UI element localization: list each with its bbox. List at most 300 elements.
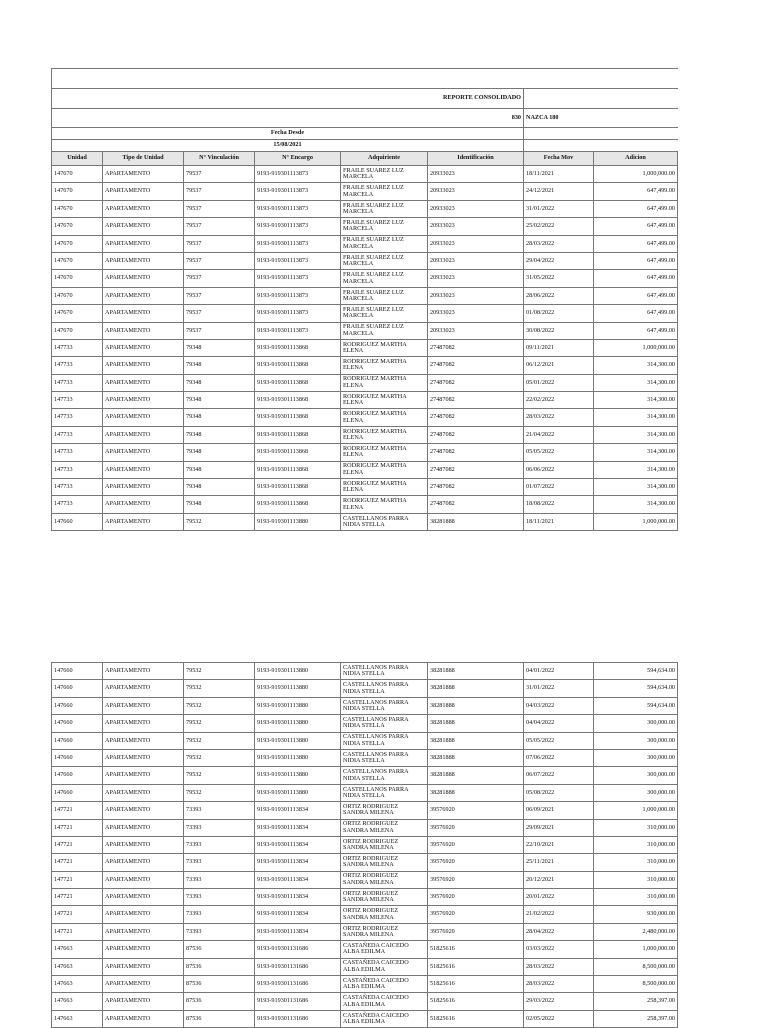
cell-identificacion: 27487082 — [428, 409, 524, 426]
cell-identificacion: 39576920 — [428, 889, 524, 906]
cell-encargo: 9193-919301113868 — [255, 461, 341, 478]
project-name: NAZCA 180 — [526, 113, 559, 121]
cell-fecha-mov: 04/04/2022 — [524, 715, 594, 732]
cell-tipo-unidad: APARTAMENTO — [103, 923, 184, 940]
cell-identificacion: 38281888 — [428, 697, 524, 714]
cell-adquiriente: RODRIGUEZ MARTHA ELENA — [341, 392, 428, 409]
cell-encargo: 9193-919301113868 — [255, 374, 341, 391]
cell-identificacion: 20933023 — [428, 183, 524, 200]
cell-encargo: 9193-919301113873 — [255, 287, 341, 304]
table-row — [52, 183, 678, 200]
cell-vinculacion: 79537 — [184, 166, 255, 183]
cell-identificacion: 27487082 — [428, 496, 524, 513]
cell-vinculacion: 79532 — [184, 680, 255, 697]
cell-tipo-unidad: APARTAMENTO — [103, 513, 184, 530]
cell-encargo: 9193-919301113880 — [255, 680, 341, 697]
cell-identificacion: 39576920 — [428, 819, 524, 836]
table-row — [52, 767, 678, 784]
cell-adquiriente: ORTIZ RODRIGUEZ SANDRA MILENA — [341, 923, 428, 940]
cell-fecha-mov: 01/07/2022 — [524, 479, 594, 496]
cell-adquiriente: RODRIGUEZ MARTHA ELENA — [341, 479, 428, 496]
table-row — [52, 513, 678, 530]
cell-encargo: 9193-919301113873 — [255, 270, 341, 287]
cell-vinculacion: 79348 — [184, 339, 255, 356]
cell-identificacion: 20933023 — [428, 166, 524, 183]
cell-adicion: 314,300.00 — [594, 392, 678, 409]
cell-adquiriente: CASTELLANOS PARRA NIDIA STELLA — [341, 663, 428, 680]
table-row — [52, 715, 678, 732]
table-row — [52, 993, 678, 1010]
cell-unidad: 147660 — [52, 680, 103, 697]
table-row — [52, 889, 678, 906]
table-row — [52, 697, 678, 714]
cell-unidad: 147670 — [52, 252, 103, 269]
cell-fecha-mov: 31/01/2022 — [524, 200, 594, 217]
cell-adquiriente: FRAILE SUAREZ LUZ MARCELA — [341, 287, 428, 304]
cell-tipo-unidad: APARTAMENTO — [103, 906, 184, 923]
cell-adicion: 1,000,000.00 — [594, 339, 678, 356]
cell-tipo-unidad: APARTAMENTO — [103, 235, 184, 252]
table-row — [52, 854, 678, 871]
cell-tipo-unidad: APARTAMENTO — [103, 941, 184, 958]
cell-vinculacion: 87536 — [184, 1010, 255, 1027]
cell-identificacion: 20933023 — [428, 305, 524, 322]
cell-adquiriente: ORTIZ RODRIGUEZ SANDRA MILENA — [341, 906, 428, 923]
cell-encargo: 9193-919301113880 — [255, 767, 341, 784]
cell-adicion: 594,634.00 — [594, 680, 678, 697]
cell-adquiriente: FRAILE SUAREZ LUZ MARCELA — [341, 305, 428, 322]
table-row — [52, 339, 678, 356]
cell-adicion: 310,000.00 — [594, 871, 678, 888]
cell-tipo-unidad: APARTAMENTO — [103, 479, 184, 496]
cell-adicion: 258,397.00 — [594, 993, 678, 1010]
col-header-tipo-unidad: Tipo de Unidad — [103, 152, 184, 166]
cell-encargo: 9193-919301113873 — [255, 252, 341, 269]
table-row — [52, 426, 678, 443]
cell-vinculacion: 73393 — [184, 836, 255, 853]
cell-fecha-mov: 25/02/2022 — [524, 218, 594, 235]
cell-encargo: 9193-919301131686 — [255, 1010, 341, 1027]
cell-adicion: 314,300.00 — [594, 496, 678, 513]
cell-vinculacion: 79532 — [184, 767, 255, 784]
cell-adquiriente: CASTELLANOS PARRA NIDIA STELLA — [341, 749, 428, 766]
table-row — [52, 732, 678, 749]
table-row — [52, 836, 678, 853]
cell-unidad: 147670 — [52, 287, 103, 304]
cell-fecha-mov: 28/04/2022 — [524, 923, 594, 940]
cell-unidad: 147660 — [52, 767, 103, 784]
table-row — [52, 270, 678, 287]
table-row — [52, 444, 678, 461]
cell-adicion: 314,300.00 — [594, 461, 678, 478]
cell-unidad: 147670 — [52, 183, 103, 200]
table-row — [52, 680, 678, 697]
cell-fecha-mov: 30/08/2022 — [524, 322, 594, 339]
cell-adicion: 647,499.00 — [594, 235, 678, 252]
cell-adquiriente: CASTELLANOS PARRA NIDIA STELLA — [341, 732, 428, 749]
cell-identificacion: 27487082 — [428, 426, 524, 443]
cell-adicion: 310,000.00 — [594, 819, 678, 836]
cell-vinculacion: 79532 — [184, 749, 255, 766]
cell-unidad: 147660 — [52, 663, 103, 680]
cell-adquiriente: FRAILE SUAREZ LUZ MARCELA — [341, 235, 428, 252]
cell-adicion: 300,000.00 — [594, 732, 678, 749]
table-row — [52, 976, 678, 993]
cell-fecha-mov: 18/11/2021 — [524, 513, 594, 530]
cell-tipo-unidad: APARTAMENTO — [103, 889, 184, 906]
cell-encargo: 9193-919301113834 — [255, 889, 341, 906]
cell-adquiriente: ORTIZ RODRIGUEZ SANDRA MILENA — [341, 854, 428, 871]
cell-identificacion: 38281888 — [428, 715, 524, 732]
cell-vinculacion: 79348 — [184, 409, 255, 426]
cell-adicion: 647,499.00 — [594, 218, 678, 235]
cell-tipo-unidad: APARTAMENTO — [103, 680, 184, 697]
cell-fecha-mov: 05/01/2022 — [524, 374, 594, 391]
cell-identificacion: 51825616 — [428, 993, 524, 1010]
table-row — [52, 479, 678, 496]
cell-fecha-mov: 06/06/2022 — [524, 461, 594, 478]
cell-fecha-mov: 05/05/2022 — [524, 732, 594, 749]
cell-vinculacion: 79532 — [184, 697, 255, 714]
cell-encargo: 9193-919301113868 — [255, 496, 341, 513]
table-row — [52, 802, 678, 819]
cell-encargo: 9193-919301113880 — [255, 784, 341, 801]
table-row — [52, 958, 678, 975]
table-row — [52, 941, 678, 958]
cell-tipo-unidad: APARTAMENTO — [103, 993, 184, 1010]
cell-tipo-unidad: APARTAMENTO — [103, 322, 184, 339]
cell-identificacion: 38281888 — [428, 663, 524, 680]
cell-vinculacion: 79348 — [184, 392, 255, 409]
table-row — [52, 871, 678, 888]
cell-tipo-unidad: APARTAMENTO — [103, 444, 184, 461]
cell-tipo-unidad: APARTAMENTO — [103, 392, 184, 409]
cell-unidad: 147721 — [52, 819, 103, 836]
cell-encargo: 9193-919301113868 — [255, 339, 341, 356]
cell-encargo: 9193-919301113880 — [255, 663, 341, 680]
table-row — [52, 166, 678, 183]
cell-fecha-mov: 01/08/2022 — [524, 305, 594, 322]
cell-fecha-mov: 29/09/2021 — [524, 819, 594, 836]
cell-tipo-unidad: APARTAMENTO — [103, 819, 184, 836]
cell-identificacion: 27487082 — [428, 479, 524, 496]
cell-vinculacion: 79537 — [184, 287, 255, 304]
cell-tipo-unidad: APARTAMENTO — [103, 200, 184, 217]
cell-unidad: 147733 — [52, 392, 103, 409]
table-row — [52, 287, 678, 304]
cell-encargo: 9193-919301113868 — [255, 479, 341, 496]
cell-unidad: 147663 — [52, 1010, 103, 1027]
table-row — [52, 392, 678, 409]
cell-identificacion: 39576920 — [428, 836, 524, 853]
cell-tipo-unidad: APARTAMENTO — [103, 183, 184, 200]
cell-adicion: 310,000.00 — [594, 889, 678, 906]
table-row — [52, 784, 678, 801]
cell-fecha-mov: 06/07/2022 — [524, 767, 594, 784]
cell-unidad: 147721 — [52, 889, 103, 906]
cell-fecha-mov: 20/12/2021 — [524, 871, 594, 888]
cell-adicion: 314,300.00 — [594, 426, 678, 443]
cell-encargo: 9193-919301113868 — [255, 444, 341, 461]
table-row — [52, 305, 678, 322]
cell-unidad: 147660 — [52, 697, 103, 714]
cell-vinculacion: 87536 — [184, 993, 255, 1010]
cell-vinculacion: 79348 — [184, 461, 255, 478]
cell-adquiriente: RODRIGUEZ MARTHA ELENA — [341, 496, 428, 513]
cell-unidad: 147670 — [52, 270, 103, 287]
cell-adquiriente: CASTELLANOS PARRA NIDIA STELLA — [341, 513, 428, 530]
cell-unidad: 147733 — [52, 409, 103, 426]
cell-unidad: 147733 — [52, 496, 103, 513]
table-row — [52, 749, 678, 766]
cell-fecha-mov: 21/02/2022 — [524, 906, 594, 923]
cell-unidad: 147721 — [52, 923, 103, 940]
cell-vinculacion: 79348 — [184, 374, 255, 391]
cell-tipo-unidad: APARTAMENTO — [103, 374, 184, 391]
cell-encargo: 9193-919301113880 — [255, 697, 341, 714]
cell-identificacion: 51825616 — [428, 958, 524, 975]
col-header-identificacion: Identificación — [428, 152, 524, 166]
cell-encargo: 9193-919301113834 — [255, 906, 341, 923]
cell-adquiriente: CASTAÑEDA CAICEDO ALBA EDILMA — [341, 993, 428, 1010]
cell-tipo-unidad: APARTAMENTO — [103, 732, 184, 749]
cell-adicion: 647,499.00 — [594, 270, 678, 287]
cell-vinculacion: 79537 — [184, 200, 255, 217]
col-header-encargo: N° Encargo — [255, 152, 341, 166]
cell-identificacion: 51825616 — [428, 976, 524, 993]
cell-fecha-mov: 06/09/2021 — [524, 802, 594, 819]
cell-adicion: 647,499.00 — [594, 183, 678, 200]
table-row — [52, 663, 678, 680]
cell-fecha-mov: 07/06/2022 — [524, 749, 594, 766]
cell-vinculacion: 73393 — [184, 906, 255, 923]
table-row — [52, 322, 678, 339]
cell-tipo-unidad: APARTAMENTO — [103, 461, 184, 478]
table-row — [52, 252, 678, 269]
cell-vinculacion: 79348 — [184, 496, 255, 513]
cell-tipo-unidad: APARTAMENTO — [103, 749, 184, 766]
cell-adicion: 930,000.00 — [594, 906, 678, 923]
cell-identificacion: 39576920 — [428, 802, 524, 819]
cell-tipo-unidad: APARTAMENTO — [103, 958, 184, 975]
cell-fecha-mov: 31/05/2022 — [524, 270, 594, 287]
cell-adquiriente: CASTELLANOS PARRA NIDIA STELLA — [341, 697, 428, 714]
cell-encargo: 9193-919301131686 — [255, 941, 341, 958]
cell-adicion: 1,000,000.00 — [594, 166, 678, 183]
cell-encargo: 9193-919301113873 — [255, 235, 341, 252]
cell-unidad: 147670 — [52, 218, 103, 235]
cell-fecha-mov: 31/01/2022 — [524, 680, 594, 697]
cell-encargo: 9193-919301131686 — [255, 976, 341, 993]
cell-adicion: 314,300.00 — [594, 409, 678, 426]
cell-encargo: 9193-919301113834 — [255, 854, 341, 871]
cell-tipo-unidad: APARTAMENTO — [103, 1010, 184, 1027]
cell-adicion: 314,300.00 — [594, 444, 678, 461]
cell-vinculacion: 73393 — [184, 854, 255, 871]
cell-identificacion: 38281888 — [428, 749, 524, 766]
cell-adquiriente: RODRIGUEZ MARTHA ELENA — [341, 426, 428, 443]
cell-identificacion: 27487082 — [428, 444, 524, 461]
date-value: 15/08/2021 — [273, 141, 302, 149]
cell-adquiriente: CASTELLANOS PARRA NIDIA STELLA — [341, 680, 428, 697]
cell-identificacion: 38281888 — [428, 784, 524, 801]
table-row — [52, 461, 678, 478]
cell-adquiriente: RODRIGUEZ MARTHA ELENA — [341, 409, 428, 426]
cell-tipo-unidad: APARTAMENTO — [103, 166, 184, 183]
cell-adicion: 647,499.00 — [594, 287, 678, 304]
cell-fecha-mov: 04/01/2022 — [524, 663, 594, 680]
cell-identificacion: 20933023 — [428, 322, 524, 339]
cell-identificacion: 51825616 — [428, 1010, 524, 1027]
cell-unidad: 147670 — [52, 322, 103, 339]
cell-fecha-mov: 28/03/2022 — [524, 235, 594, 252]
cell-fecha-mov: 28/03/2022 — [524, 409, 594, 426]
cell-encargo: 9193-919301131686 — [255, 993, 341, 1010]
cell-adquiriente: CASTELLANOS PARRA NIDIA STELLA — [341, 715, 428, 732]
cell-adquiriente: FRAILE SUAREZ LUZ MARCELA — [341, 200, 428, 217]
cell-identificacion: 38281888 — [428, 680, 524, 697]
table-row — [52, 409, 678, 426]
table-row — [52, 819, 678, 836]
cell-adquiriente: ORTIZ RODRIGUEZ SANDRA MILENA — [341, 802, 428, 819]
cell-fecha-mov: 18/08/2022 — [524, 496, 594, 513]
cell-vinculacion: 79537 — [184, 183, 255, 200]
col-header-vinculacion: N° Vinculación — [184, 152, 255, 166]
cell-tipo-unidad: APARTAMENTO — [103, 836, 184, 853]
cell-unidad: 147733 — [52, 426, 103, 443]
cell-unidad: 147721 — [52, 854, 103, 871]
cell-encargo: 9193-919301113834 — [255, 871, 341, 888]
cell-encargo: 9193-919301113873 — [255, 322, 341, 339]
table-row — [52, 496, 678, 513]
report-table-page-2 — [51, 662, 678, 1028]
cell-adquiriente: RODRIGUEZ MARTHA ELENA — [341, 444, 428, 461]
cell-fecha-mov: 28/06/2022 — [524, 287, 594, 304]
cell-adquiriente: ORTIZ RODRIGUEZ SANDRA MILENA — [341, 889, 428, 906]
cell-vinculacion: 73393 — [184, 802, 255, 819]
cell-tipo-unidad: APARTAMENTO — [103, 409, 184, 426]
cell-adicion: 594,634.00 — [594, 697, 678, 714]
cell-encargo: 9193-919301113834 — [255, 802, 341, 819]
cell-encargo: 9193-919301113868 — [255, 357, 341, 374]
cell-identificacion: 27487082 — [428, 461, 524, 478]
cell-identificacion: 38281888 — [428, 732, 524, 749]
cell-unidad: 147663 — [52, 976, 103, 993]
cell-tipo-unidad: APARTAMENTO — [103, 663, 184, 680]
cell-adquiriente: FRAILE SUAREZ LUZ MARCELA — [341, 166, 428, 183]
cell-fecha-mov: 09/11/2021 — [524, 339, 594, 356]
cell-tipo-unidad: APARTAMENTO — [103, 287, 184, 304]
cell-tipo-unidad: APARTAMENTO — [103, 802, 184, 819]
cell-adquiriente: FRAILE SUAREZ LUZ MARCELA — [341, 252, 428, 269]
cell-adquiriente: RODRIGUEZ MARTHA ELENA — [341, 374, 428, 391]
cell-identificacion: 38281888 — [428, 767, 524, 784]
cell-fecha-mov: 22/02/2022 — [524, 392, 594, 409]
cell-fecha-mov: 03/03/2022 — [524, 941, 594, 958]
cell-fecha-mov: 04/03/2022 — [524, 697, 594, 714]
cell-adquiriente: ORTIZ RODRIGUEZ SANDRA MILENA — [341, 836, 428, 853]
cell-vinculacion: 73393 — [184, 819, 255, 836]
cell-adquiriente: RODRIGUEZ MARTHA ELENA — [341, 339, 428, 356]
cell-adquiriente: ORTIZ RODRIGUEZ SANDRA MILENA — [341, 871, 428, 888]
cell-tipo-unidad: APARTAMENTO — [103, 252, 184, 269]
cell-vinculacion: 79348 — [184, 357, 255, 374]
cell-unidad: 147660 — [52, 732, 103, 749]
cell-unidad: 147670 — [52, 166, 103, 183]
table-row — [52, 218, 678, 235]
cell-tipo-unidad: APARTAMENTO — [103, 784, 184, 801]
col-header-fecha-mov: Fecha Mov — [524, 152, 594, 166]
cell-unidad: 147733 — [52, 339, 103, 356]
cell-identificacion: 27487082 — [428, 339, 524, 356]
cell-encargo: 9193-919301113880 — [255, 749, 341, 766]
cell-fecha-mov: 18/11/2021 — [524, 166, 594, 183]
cell-unidad: 147660 — [52, 784, 103, 801]
cell-fecha-mov: 02/05/2022 — [524, 1010, 594, 1027]
cell-adicion: 314,300.00 — [594, 374, 678, 391]
cell-adquiriente: FRAILE SUAREZ LUZ MARCELA — [341, 183, 428, 200]
cell-adicion: 314,300.00 — [594, 357, 678, 374]
cell-vinculacion: 79348 — [184, 479, 255, 496]
cell-fecha-mov: 28/03/2022 — [524, 976, 594, 993]
cell-adicion: 647,499.00 — [594, 200, 678, 217]
cell-encargo: 9193-919301113880 — [255, 715, 341, 732]
cell-adquiriente: FRAILE SUAREZ LUZ MARCELA — [341, 218, 428, 235]
cell-adicion: 8,500,000.00 — [594, 976, 678, 993]
cell-tipo-unidad: APARTAMENTO — [103, 270, 184, 287]
cell-vinculacion: 79537 — [184, 270, 255, 287]
cell-vinculacion: 73393 — [184, 923, 255, 940]
table-row — [52, 374, 678, 391]
cell-adicion: 594,634.00 — [594, 663, 678, 680]
cell-adicion: 300,000.00 — [594, 715, 678, 732]
cell-tipo-unidad: APARTAMENTO — [103, 976, 184, 993]
cell-adicion: 1,000,000.00 — [594, 802, 678, 819]
cell-adicion: 647,499.00 — [594, 322, 678, 339]
cell-unidad: 147663 — [52, 993, 103, 1010]
cell-unidad: 147663 — [52, 958, 103, 975]
cell-identificacion: 27487082 — [428, 392, 524, 409]
cell-adicion: 258,397.00 — [594, 1010, 678, 1027]
cell-adquiriente: RODRIGUEZ MARTHA ELENA — [341, 461, 428, 478]
cell-unidad: 147733 — [52, 374, 103, 391]
cell-vinculacion: 79537 — [184, 235, 255, 252]
cell-vinculacion: 79532 — [184, 663, 255, 680]
cell-identificacion: 39576920 — [428, 923, 524, 940]
cell-adicion: 314,300.00 — [594, 479, 678, 496]
cell-unidad: 147721 — [52, 836, 103, 853]
cell-encargo: 9193-919301113873 — [255, 183, 341, 200]
cell-fecha-mov: 05/08/2022 — [524, 784, 594, 801]
cell-encargo: 9193-919301113873 — [255, 218, 341, 235]
cell-identificacion: 20933023 — [428, 218, 524, 235]
cell-encargo: 9193-919301113868 — [255, 426, 341, 443]
cell-unidad: 147721 — [52, 906, 103, 923]
cell-tipo-unidad: APARTAMENTO — [103, 357, 184, 374]
cell-unidad: 147670 — [52, 305, 103, 322]
cell-fecha-mov: 24/12/2021 — [524, 183, 594, 200]
cell-tipo-unidad: APARTAMENTO — [103, 339, 184, 356]
cell-fecha-mov: 06/12/2021 — [524, 357, 594, 374]
cell-vinculacion: 79532 — [184, 784, 255, 801]
cell-tipo-unidad: APARTAMENTO — [103, 767, 184, 784]
cell-vinculacion: 79537 — [184, 305, 255, 322]
cell-adquiriente: CASTAÑEDA CAICEDO ALBA EDILMA — [341, 958, 428, 975]
cell-adquiriente: CASTELLANOS PARRA NIDIA STELLA — [341, 767, 428, 784]
cell-unidad: 147721 — [52, 871, 103, 888]
cell-adicion: 1,000,000.00 — [594, 941, 678, 958]
cell-adicion: 300,000.00 — [594, 767, 678, 784]
